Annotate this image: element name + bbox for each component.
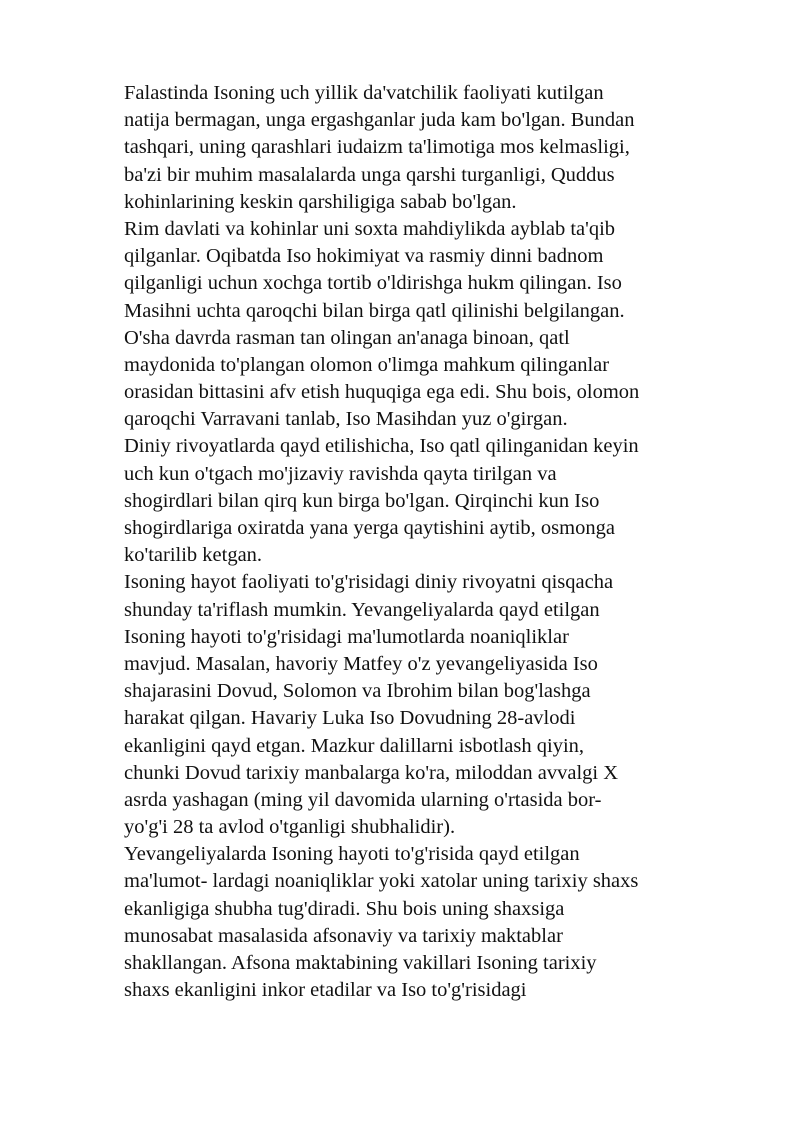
text-line: uch kun o'tgach mo'jizaviy ravishda qayta tirilgan va xyxy=(124,462,557,485)
text-line: asrda yashagan (ming yil davomida ularning o'rtasida bor- xyxy=(124,788,602,811)
text-line: shakllangan. Afsona maktabining vakillari Isoning tarixiy xyxy=(124,952,597,974)
text-line: ba'zi bir muhim masalalarda unga qarshi turganligi, Quddus xyxy=(124,163,615,186)
text-line: Masihni uchta qaroqchi bilan birga qatl qilinishi belgilangan. xyxy=(124,299,625,322)
body-text xyxy=(124,80,744,1004)
text-line: ekanligini qayd etgan. Mazkur dalillarni isbotlash qiyin, xyxy=(124,734,585,757)
text-line: tashqari, uning qarashlari iudaizm ta'limotiga mos kelmasligi, xyxy=(124,136,630,159)
text-line: O'sha davrda rasman tan olingan an'anaga binoan, qatl xyxy=(124,326,570,349)
text-line: Rim davlati va kohinlar uni soxta mahdiylikda ayblab ta'qib xyxy=(124,217,616,240)
text-line: qilganligi uchun xochga tortib o'ldirishga hukm qilingan. Iso xyxy=(124,272,622,295)
text-line: Isoning hayoti to'g'risidagi ma'lumotlarda noaniqliklar xyxy=(124,625,569,648)
text-line: ko'tarilib ketgan. xyxy=(124,544,263,567)
text-line: shajarasini Dovud, Solomon va Ibrohim bilan bog'lashga xyxy=(124,680,591,703)
text-line: maydonida to'plangan olomon o'limga mahkum qilinganlar xyxy=(124,353,610,376)
text-line: natija bermagan, unga ergashganlar juda kam bo'lgan. Bundan xyxy=(124,109,635,132)
text-line: shogirdlariga oxiratda yana yerga qaytishini aytib, osmonga xyxy=(124,517,615,539)
text-line: shaxs ekanligini inkor etadilar va Iso to'g'risidagi xyxy=(124,979,527,1002)
text-line: ekanligiga shubha tug'diradi. Shu bois uning shaxsiga xyxy=(124,897,565,920)
text-line: munosabat masalasida afsonaviy va tarixiy maktablar xyxy=(124,924,563,947)
text-line: Falastinda Isoning uch yillik da'vatchilik faoliyati kutilgan xyxy=(124,82,604,104)
text-line: Yevangeliyalarda Isoning hayoti to'g'risida qayd etilgan xyxy=(124,843,580,866)
text-line: harakat qilgan. Havariy Luka Iso Dovudning 28-avlodi xyxy=(124,707,576,730)
text-line: yo'g'i 28 ta avlod o'tganligi shubhalidir). xyxy=(124,816,456,839)
text-line: orasidan bittasini afv etish huquqiga ega edi. Shu bois, olomon xyxy=(124,381,640,404)
text-line: Isoning hayot faoliyati to'g'risidagi diniy rivoyatni qisqacha xyxy=(124,571,614,594)
text-line: qilganlar. Oqibatda Iso hokimiyat va rasmiy dinni badnom xyxy=(124,245,604,268)
text-line: mavjud. Masalan, havoriy Matfey o'z yevangeliyasida Iso xyxy=(124,652,598,675)
text-line: chunki Dovud tarixiy manbalarga ko'ra, miloddan avvalgi X xyxy=(124,761,619,784)
text-line: shogirdlari bilan qirq kun birga bo'lgan. Qirqinchi kun Iso xyxy=(124,489,600,512)
text-line: ma'lumot- lardagi noaniqliklar yoki xatolar uning tarixiy shaxs xyxy=(124,870,639,893)
text-line: Diniy rivoyatlarda qayd etilishicha, Iso qatl qilinganidan keyin xyxy=(124,435,639,458)
text-line: qaroqchi Varravani tanlab, Iso Masihdan yuz o'girgan. xyxy=(124,408,568,431)
text-line: shunday ta'riflash mumkin. Yevangeliyalarda qayd etilgan xyxy=(124,598,600,621)
text-line: kohinlarining keskin qarshiligiga sabab bo'lgan. xyxy=(124,190,517,213)
